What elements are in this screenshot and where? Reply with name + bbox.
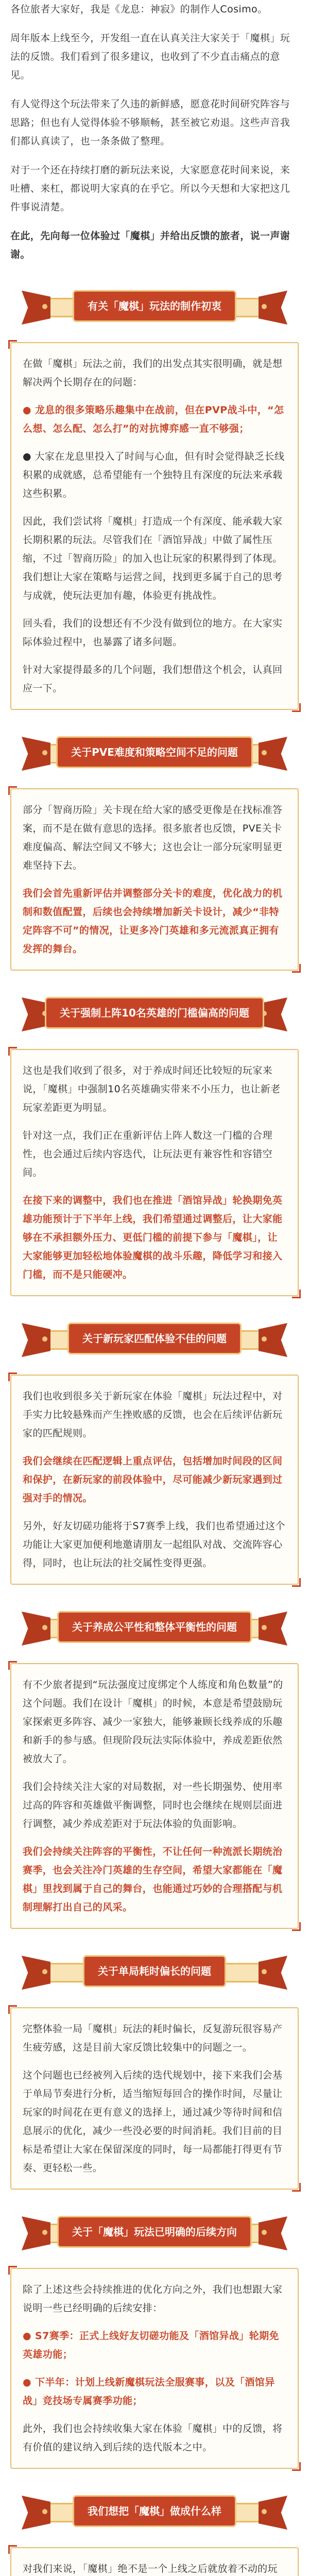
section-content-box	[10, 2007, 299, 2190]
section-title: 关于强制上阵10名英雄的门槛偏高的问题	[46, 998, 263, 1027]
section-paragraph: 有不少旅者提到“玩法强度过度绑定个人练度和角色数量”的这个问题。我们在设计「魔棋」的时候，本意是希望鼓励玩家探索更多阵容、减少一家独大，能够兼顾长线养成的乐趣和新手的参与感。但现阶段玩法实际体验中，养成差距依然被放大了。	[23, 1679, 283, 1765]
section-match-duration	[10, 1946, 299, 2190]
banner-dot	[262, 1969, 267, 1974]
banner-dot	[42, 1625, 47, 1630]
section-banner	[10, 1602, 299, 1652]
banner-dot	[42, 1336, 47, 1342]
section-paragraph: 我们会首先重新评估并调整部分关卡的难度，优化战力的机制和数值配置，后续也会持续增加新关卡设计，减少“非特定阵容不可”的情况，让更多冷门英雄和多元流派真正拥有发挥的舞台。	[23, 888, 283, 955]
section-paragraph: 在做「魔棋」玩法之前，我们的出发点其实很明确，就是想解决两个长期存在的问题：	[23, 358, 283, 388]
section-paragraph: 部分「智商历险」关卡现在给大家的感受更像是在找标准答案，而不是在做有意思的选择。很多旅者也反馈，PVE关卡难度偏高、解法空间又不够大；这也会让一部分玩家明显更难坚持下去。	[23, 804, 283, 871]
section-roadmap	[10, 2207, 299, 2469]
section-banner	[10, 727, 299, 777]
section-paragraph: 我们会持续关注大家的对局数据，对一些长期强势、使用率过高的阵容和英雄做平衡调整，同时也会继续在规则层面进行调整，减少养成差距对于玩法体验的负面影响。	[23, 1781, 283, 1829]
section-banner	[10, 281, 299, 331]
banner-dot	[262, 750, 267, 755]
section-banner	[10, 1314, 299, 1363]
section-design-intent	[10, 281, 299, 710]
section-pve-difficulty	[10, 727, 299, 971]
section-paragraph: 这也是我们收到了很多，对于养成时间还比较短的玩家来说，「魔棋」中强制10名英雄确实带来不小压力，也让新老玩家差距更为明显。	[23, 1065, 281, 1113]
section-paragraph: 这个问题也已经被列入后续的迭代规划中，接下来我们会基于单局节奏进行分析，适当缩短每回合的操作时间，尽量让玩家的时间花在更有意义的选择上，通过减少等待时间和信息展示的优化，减少一些没必要的时间消耗。我们目前的目标是希望让大家在保留深度的同时，每一局都能打得更有节奏、更轻松一些。	[23, 2070, 283, 2174]
section-paragraph: 针对这一点，我们正在重新评估上阵人数这一门槛的合理性，也会通过后续内容迭代，让玩法更有兼容性和容错空间。	[23, 1130, 273, 1178]
section-paragraph: 因此，我们尝试将「魔棋」打造成一个有深度、能承载大家长期积累的玩法。尽管我们在「酒馆异战」中做了属性压缩，不过「智商历险」的加入也让玩家的积累得到了体现。我们想让大家在策略与运营之间，找到更多属于自己的思考与成就，使玩法更加有趣，体验更有挑战性。	[23, 516, 283, 601]
banner-dot	[262, 2230, 267, 2235]
intro-paragraph: 各位旅者大家好，我是《龙息：神寂》的制作人Cosimo。	[10, 4, 268, 15]
section-content-box	[10, 788, 299, 971]
section-content-box	[10, 1049, 299, 1296]
section-title: 关于养成公平性和整体平衡性的问题	[59, 1613, 250, 1641]
section-fairness-balance	[10, 1602, 299, 1929]
section-title: 我们想把「魔棋」做成什么样	[74, 2497, 235, 2526]
intro-paragraph: 有人觉得这个玩法带来了久违的新鲜感，愿意花时间研究阵容与思路；但也有人觉得体验不够顺畅，甚至被它劝退。这些声音我们都认真读了，也一条条做了整理。	[10, 98, 290, 147]
intro-paragraph: 周年版本上线至今，开发组一直在认真关注大家关于「魔棋」玩法的反馈。我们看到了很多建议，也收到了不少直击痛点的意见。	[10, 32, 290, 81]
section-content-box	[10, 2547, 299, 2576]
banner-dot	[42, 2509, 47, 2514]
section-banner	[10, 2207, 299, 2257]
banner-dot	[42, 750, 47, 755]
section-title: 关于单局耗时偏长的问题	[84, 1957, 225, 1986]
section-banner	[10, 1946, 299, 1996]
banner-dot	[262, 2509, 267, 2514]
banner-dot	[42, 1969, 47, 1974]
section-ten-heroes	[10, 988, 299, 1296]
banner-dot	[42, 304, 47, 309]
section-paragraph: 完整体验一局「魔棋」玩法的耗时偏长，反复游玩很容易产生疲劳感，这是目前大家反馈比较集中的问题之一。	[23, 2023, 283, 2053]
intro-thanks: 在此，先向每一位体验过「魔棋」并给出反馈的旅者，说一声谢谢。	[10, 230, 290, 260]
section-vision	[10, 2486, 299, 2576]
section-new-player-matching	[10, 1314, 299, 1585]
section-content-box	[10, 1375, 299, 1585]
section-title: 有关「魔棋」玩法的制作初衷	[74, 292, 235, 320]
bullet-item: ● 大家在龙息里投入了时间与心血，但有时会觉得缺乏长线积累的成就感，总希望能有一个独特且有深度的玩法来承载这些积累。	[23, 451, 285, 499]
section-content-box	[10, 342, 299, 710]
banner-dot	[262, 304, 267, 309]
section-paragraph: 针对大家提得最多的几个问题，我们想借这个机会，认真回应一下。	[23, 664, 283, 694]
intro-paragraph: 对于一个还在持续打磨的新玩法来说，大家愿意花时间来说，来吐槽、来杠，都说明大家真的在乎它。所以今天想和大家把这几件事说清楚。	[10, 164, 290, 213]
section-title: 关于「魔棋」玩法已明确的后续方向	[59, 2217, 250, 2246]
section-content-box	[10, 1663, 299, 1929]
banner-dot	[42, 2230, 47, 2235]
section-content-box	[10, 2268, 299, 2469]
section-paragraph: 除了上述这些会持续推进的优化方向之外，我们也想跟大家说明一些已经明确的后续安排：	[23, 2284, 283, 2314]
section-title: 关于PVE难度和策略空间不足的问题	[58, 738, 251, 767]
section-title: 关于新玩家匹配体验不佳的问题	[69, 1324, 240, 1353]
section-paragraph: 此外，我们也会持续收集大家在体验「魔棋」中的反馈，将有价值的建议纳入到后续的迭代版本之中。	[23, 2423, 283, 2453]
intro-section	[10, 0, 299, 264]
bullet-item: ● 下半年：计划上线新魔棋玩法全服赛事，以及「酒馆异战」竞技场专属赛季功能；	[23, 2377, 275, 2406]
section-banner	[10, 988, 299, 1038]
section-paragraph: 回头看，我们的设想还有不少没有做到位的地方。在大家实际体验过程中，也暴露了诸多问题。	[23, 618, 283, 648]
section-paragraph: 我们会继续在匹配逻辑上重点评估，包括增加时间段的区间和保护，在新玩家的前段体验中，尽可能减少新玩家遇到过强对手的情况。	[23, 1455, 283, 1504]
banner-dot	[262, 1336, 267, 1342]
section-banner	[10, 2486, 299, 2536]
section-paragraph: 我们会持续关注阵容的平衡性，不让任何一种流派长期统治赛季，也会关注冷门英雄的生存空间，希望大家都能在「魔棋」里找到属于自己的舞台，也能通过巧妙的合理搭配与机制理解打出自己的风采。	[23, 1846, 283, 1913]
section-paragraph: 在接下来的调整中，我们也在推进「酒馆异战」轮换期免英雄功能预计于下半年上线，我们希望通过调整后，让大家能够在不承担额外压力、更低门槛的前提下参与「魔棋」，让大家能够更加轻松地体验魔棋的战斗乐趣，降低学习和接入门槛，而不是只能硬冲。	[23, 1195, 283, 1280]
banner-dot	[262, 1625, 267, 1630]
section-paragraph: 对我们来说，「魔棋」绝不是一个上线之后就放着不动的玩	[23, 2563, 278, 2574]
section-paragraph: 另外，好友切磋功能将于S7赛季上线，我们也希望通过这个功能让大家更加便利地邀请朋友一起组队对战、交流阵容心得，同时，也让玩法的社交属性变得更强。	[23, 1520, 285, 1569]
section-paragraph: 我们也收到很多关于新玩家在体验「魔棋」玩法过程中，对手实力比较悬殊而产生挫败感的反馈，也会在后续评估新玩家的匹配规则。	[23, 1391, 283, 1439]
bullet-item: ● S7赛季：正式上线好友切磋功能及「酒馆异战」轮期免英雄功能；	[23, 2330, 279, 2360]
bullet-item: ● 龙息的很多策略乐趣集中在战前，但在PVP战斗中，“怎么想、怎么配、怎么打”的对抗博弈感一直不够强；	[23, 404, 284, 434]
